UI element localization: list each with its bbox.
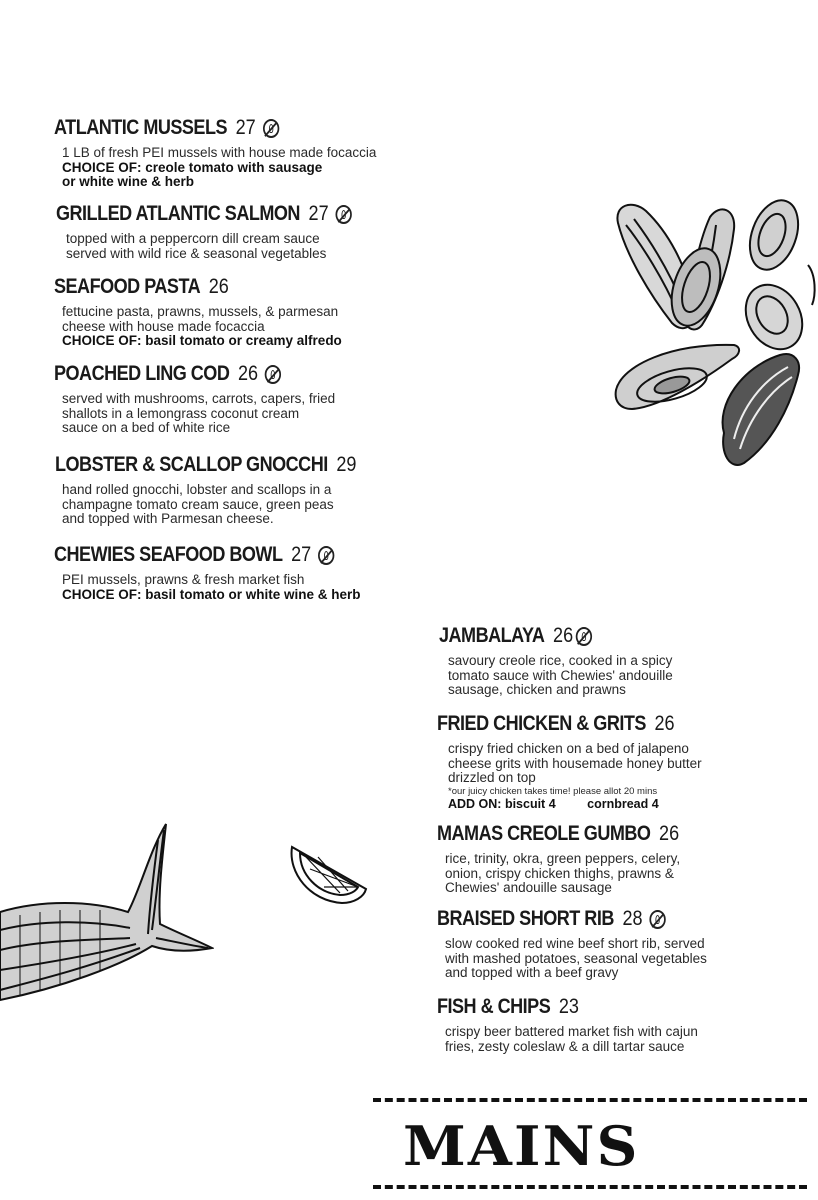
item-title <box>54 275 302 299</box>
dashed-divider-bottom <box>373 1185 807 1189</box>
item-price: 27 <box>291 543 312 566</box>
menu-item-seafood-pasta <box>54 275 342 349</box>
description-line: fettucine pasta, prawns, mussels, & parmesan <box>62 304 339 319</box>
add-on-cornbread: cornbread 4 <box>587 796 659 811</box>
item-title <box>437 712 675 736</box>
menu-item-poached-ling-cod <box>54 362 335 436</box>
gluten-free-icon <box>649 910 665 929</box>
description-line: cheese with house made focaccia <box>62 318 265 334</box>
item-price: 26 <box>237 362 259 385</box>
item-price: 27 <box>308 202 329 225</box>
fish-tail-illustration <box>0 820 214 1005</box>
item-price: 23 <box>558 995 579 1018</box>
description-line: tomato sauce with Chewies' andouille <box>448 667 673 683</box>
choice-line: CHOICE OF: basil tomato or creamy alfredo <box>62 333 342 349</box>
item-price: 26 <box>659 822 680 845</box>
item-name: ATLANTIC MUSSELS <box>54 116 228 139</box>
section-title: MAINS <box>403 1114 640 1178</box>
item-price: 26 <box>553 624 574 647</box>
description-line: rice, trinity, okra, green peppers, celery, <box>445 851 681 866</box>
description-line: savoury creole rice, cooked in a spicy <box>448 653 673 668</box>
description-line: sausage, chicken and prawns <box>448 682 626 698</box>
menu-item-chewies-seafood-bowl <box>54 543 380 602</box>
gluten-free-icon <box>318 546 334 565</box>
choice-line: or white wine & herb <box>62 174 195 190</box>
description-line: champagne tomato cream sauce, green peas <box>62 496 334 512</box>
gluten-free-icon <box>265 365 281 384</box>
add-on-line <box>448 797 713 812</box>
item-name: JAMBALAYA <box>439 624 545 647</box>
item-description <box>62 483 405 527</box>
item-title <box>439 624 640 648</box>
menu-item-braised-short-rib <box>437 907 707 981</box>
item-name: FISH & CHIPS <box>437 995 551 1018</box>
description-line: with mashed potatoes, seasonal vegetables <box>445 950 707 966</box>
item-description <box>448 654 673 698</box>
menu-item-lobster-scallop-gnocchi <box>55 453 405 527</box>
description-line: fries, zesty coleslaw & a dill tartar sauce <box>445 1038 685 1054</box>
item-description <box>66 232 400 261</box>
menu-item-fried-chicken-grits <box>437 712 713 811</box>
item-title <box>437 822 679 846</box>
item-name: MAMAS CREOLE GUMBO <box>437 822 651 845</box>
item-name: POACHED LING COD <box>54 362 230 385</box>
choice-line: CHOICE OF: creole tomato with sausage <box>62 159 323 175</box>
item-price: 27 <box>235 116 256 139</box>
choice-line: CHOICE OF: basil tomato or white wine & herb <box>62 586 361 602</box>
item-description <box>445 852 719 896</box>
item-title <box>55 453 356 477</box>
description-line: drizzled on top <box>448 770 536 786</box>
item-description <box>62 573 380 602</box>
item-price: 26 <box>654 712 675 735</box>
item-description <box>448 742 713 811</box>
item-title <box>437 995 661 1019</box>
description-line: onion, crispy chicken thighs, prawns & <box>445 865 674 881</box>
menu-item-grilled-atlantic-salmon <box>56 202 400 261</box>
description-line: Chewies' andouille sausage <box>445 880 612 896</box>
item-description <box>62 305 342 349</box>
item-title <box>437 907 669 931</box>
description-line: 1 LB of fresh PEI mussels with house made focaccia <box>62 145 377 160</box>
item-name: CHEWIES SEAFOOD BOWL <box>54 543 283 566</box>
menu-item-jambalaya <box>439 624 673 698</box>
menu-item-mamas-creole-gumbo <box>437 822 719 896</box>
description-line: slow cooked red wine beef short rib, served <box>445 936 705 951</box>
item-title <box>54 362 296 386</box>
description-line: and topped with a beef gravy <box>445 965 619 981</box>
description-line: served with mushrooms, carrots, capers, fried <box>62 391 336 406</box>
lemon-wedge-illustration <box>288 843 368 905</box>
description-line: sauce on a bed of white rice <box>62 420 231 436</box>
item-name: GRILLED ATLANTIC SALMON <box>56 202 300 225</box>
description-line: crispy beer battered market fish with cajun <box>445 1024 698 1039</box>
menu-item-atlantic-mussels <box>54 116 376 190</box>
item-description <box>445 937 707 981</box>
item-price: 28 <box>622 907 643 930</box>
description-line: shallots in a lemongrass coconut cream <box>62 405 300 421</box>
gluten-free-icon <box>263 119 279 138</box>
description-line: crispy fried chicken on a bed of jalapeno <box>448 741 689 756</box>
gluten-free-icon <box>336 205 352 224</box>
menu-item-fish-chips <box>437 995 698 1054</box>
item-name: LOBSTER & SCALLOP GNOCCHI <box>55 453 328 476</box>
description-line: and topped with Parmesan cheese. <box>62 511 274 527</box>
item-title <box>54 543 334 567</box>
gluten-free-icon <box>576 627 592 646</box>
item-description <box>445 1025 698 1054</box>
item-name: BRAISED SHORT RIB <box>437 907 614 930</box>
item-price: 29 <box>336 453 357 476</box>
item-description <box>62 392 335 436</box>
item-price: 26 <box>208 275 229 298</box>
item-title <box>56 202 352 226</box>
description-line: hand rolled gnocchi, lobster and scallops in a <box>62 482 332 497</box>
description-line: PEI mussels, prawns & fresh market fish <box>62 572 305 587</box>
item-name: SEAFOOD PASTA <box>54 275 201 298</box>
description-line: served with wild rice & seasonal vegetables <box>66 245 327 261</box>
description-line: topped with a peppercorn dill cream sauce <box>66 231 320 246</box>
description-line: cheese grits with housemade honey butter <box>448 755 702 771</box>
item-name: FRIED CHICKEN & GRITS <box>437 712 646 735</box>
dashed-divider-top <box>373 1098 807 1102</box>
item-description <box>62 146 376 190</box>
item-note: *our juicy chicken takes time! please allot 20 mins <box>448 785 658 797</box>
mussels-illustration <box>612 195 818 470</box>
add-on-biscuit: ADD ON: biscuit 4 <box>448 796 556 811</box>
item-title <box>54 116 331 140</box>
